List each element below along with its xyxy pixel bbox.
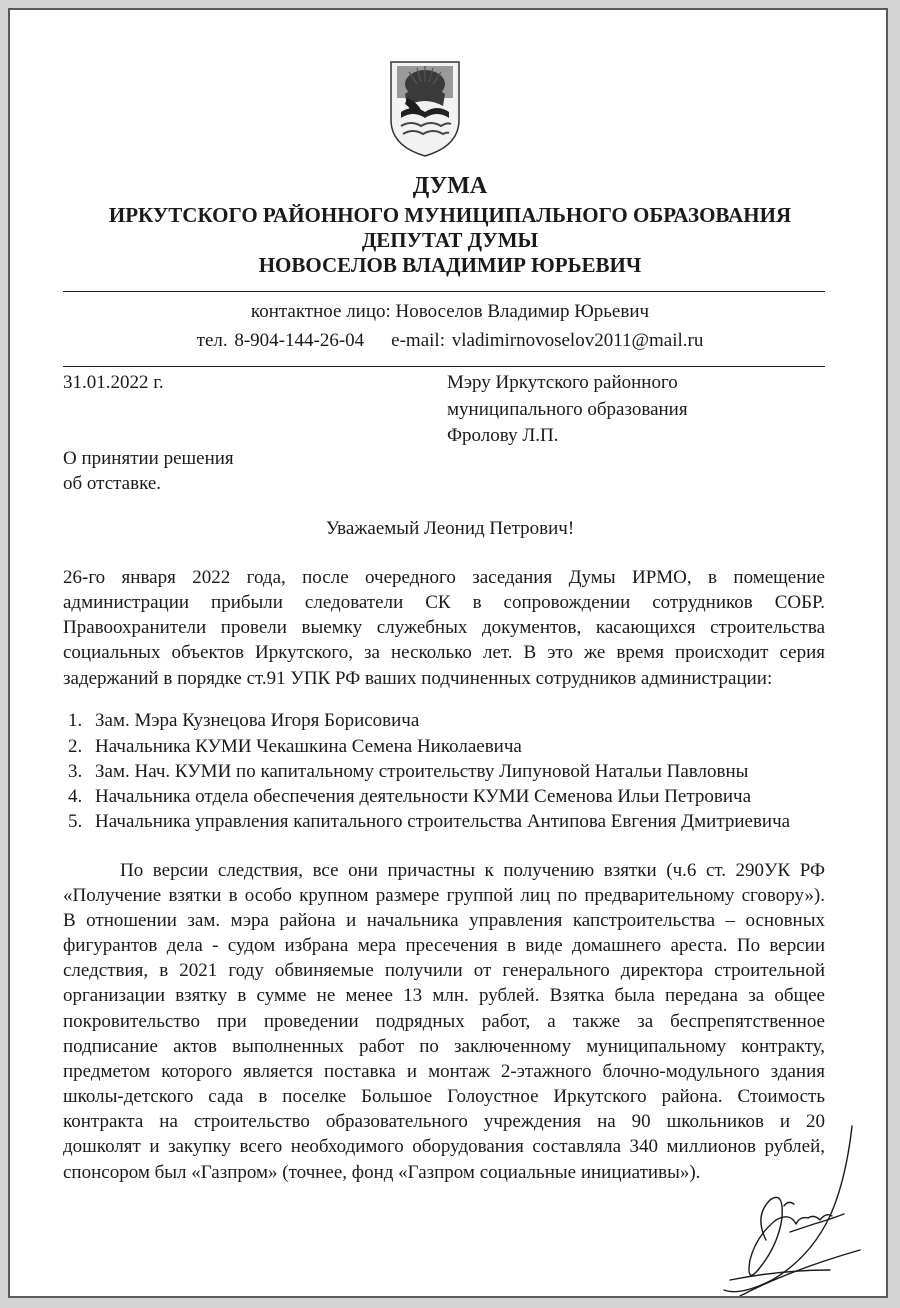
header-deputy-name: НОВОСЕЛОВ ВЛАДИМИР ЮРЬЕВИЧ <box>258 253 642 277</box>
header-organization: ИРКУТСКОГО РАЙОННОГО МУНИЦИПАЛЬНОГО ОБРАЗОВАНИЯ <box>108 203 792 227</box>
letter-page <box>8 8 888 1298</box>
paragraph-line: Правоохранители провели выемку служебных документов, касающихся строительства <box>63 617 825 638</box>
header-title: ДУМА <box>412 173 488 199</box>
paragraph-line: спонсором был «Газпром» (точнее, фонд «Газпром социальные инициативы»). <box>63 1162 701 1183</box>
list-item-text: Зам. Нач. КУМИ по капитальному строительству Липуновой Натальи Павловны <box>95 761 749 782</box>
paragraph-line: фигурантов дела - судом избрана мера пресечения в виде домашнего ареста. По версии <box>63 935 825 956</box>
coat-of-arms-emblem <box>387 58 463 158</box>
list-item-text: Начальника КУМИ Чекашкина Семена Николаевича <box>95 736 522 757</box>
header-position: ДЕПУТАТ ДУМЫ <box>361 228 539 252</box>
paragraph-line: организации взятку в сумме не менее 13 млн. рублей. Взятка была передана за общее <box>63 985 825 1006</box>
paragraph-line: контракта на строительство образовательного учреждения на 90 школьников и 20 <box>63 1111 825 1132</box>
paragraph-line: школы-детского сада в поселке Большое Голоустное Иркутского района. Стоимость <box>63 1086 825 1107</box>
handwritten-signature <box>710 1120 880 1298</box>
paragraph-line: предметом которого является поставка и монтаж 2-этажного блочно-модульного здания <box>63 1061 825 1082</box>
paragraph-line: социальных объектов Иркутского, за несколько лет. В это же время происходит серия <box>63 642 825 663</box>
letter-date: 31.01.2022 г. <box>63 372 164 393</box>
addressee-line: муниципального образования <box>447 399 688 420</box>
paragraph-line: В отношении зам. мэра района и начальника управления капстроительства – основных <box>63 910 825 931</box>
paragraph-line: администрации прибыли следователи СК в сопровождении сотрудников СОБР. <box>63 592 825 613</box>
list-item-number: 5. <box>68 811 83 832</box>
paragraph-line: «Получение взятки в особо крупном размере группой лиц по предварительному сговору»). <box>63 885 825 906</box>
paragraph-line: покровительство при проведении подрядных работ, а также за беспрепятственное <box>63 1011 825 1032</box>
addressee-line: Мэру Иркутского районного <box>447 372 678 393</box>
addressee-line: Фролову Л.П. <box>447 425 559 446</box>
header-divider-top <box>63 291 825 292</box>
list-item-text: Зам. Мэра Кузнецова Игоря Борисовича <box>95 710 420 731</box>
paragraph-line: подписание актов выполненных работ по заключенному муниципальному контракту, <box>63 1036 825 1057</box>
subject-line: об отставке. <box>63 473 162 494</box>
paragraph-line: следствия, в 2021 году обвиняемые получили от генерального директора строительной <box>63 960 825 981</box>
list-item-text: Начальника отдела обеспечения деятельности КУМИ Семенова Ильи Петровича <box>95 786 752 807</box>
list-item-number: 4. <box>68 786 83 807</box>
header-divider-bottom <box>63 366 825 367</box>
salutation: Уважаемый Леонид Петрович! <box>325 518 575 539</box>
list-item-number: 2. <box>68 736 83 757</box>
contact-phone-email: тел. 8-904-144-26-04 e-mail: vladimirnovoselov2011@mail.ru <box>196 330 704 351</box>
paragraph-line: дошколят и закупку всего необходимого оборудования составляла 340 миллионов рублей, <box>63 1136 825 1157</box>
subject-line: О принятии решения <box>63 448 234 469</box>
list-item-number: 1. <box>68 710 83 731</box>
list-item-text: Начальника управления капитального строительства Антипова Евгения Дмитриевича <box>95 811 791 832</box>
paragraph-line: задержаний в порядке ст.91 УПК РФ ваших подчиненных сотрудников администрации: <box>63 668 773 689</box>
list-item-number: 3. <box>68 761 83 782</box>
contact-person: контактное лицо: Новоселов Владимир Юрьевич <box>250 301 650 322</box>
paragraph-line: 26-го января 2022 года, после очередного заседания Думы ИРМО, в помещение <box>63 567 825 588</box>
paragraph-line: По версии следствия, все они причастны к получению взятки (ч.6 ст. 290УК РФ <box>120 860 825 881</box>
